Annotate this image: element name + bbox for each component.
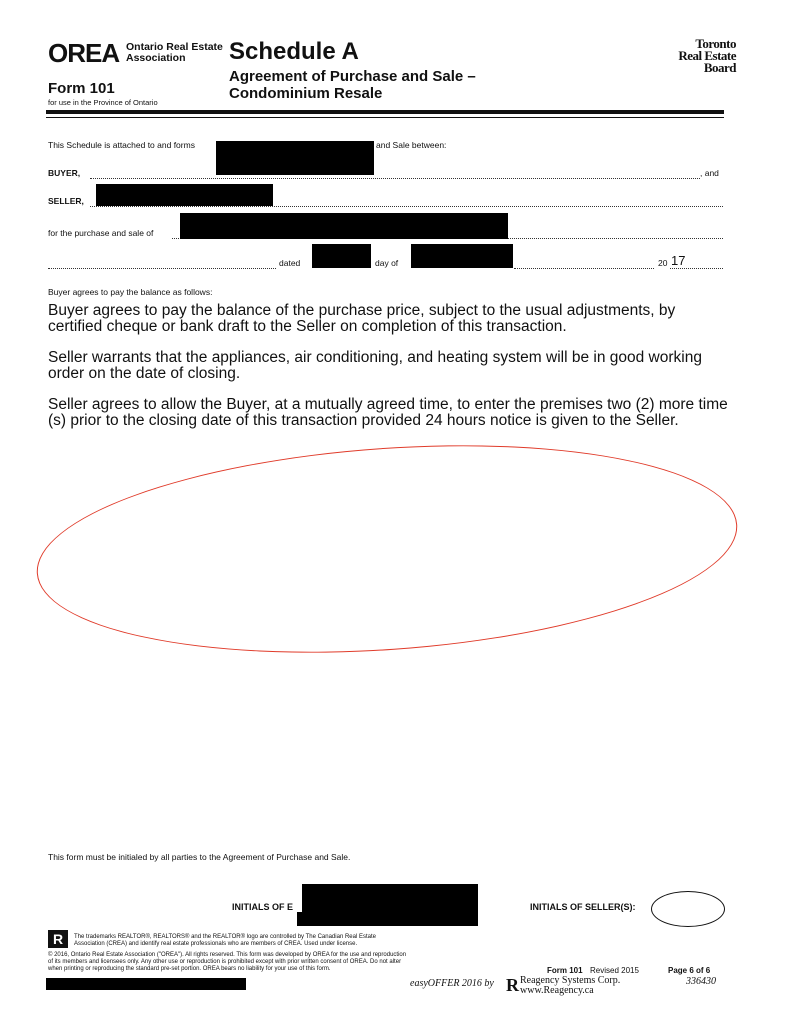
schedule-title: Schedule A <box>229 38 359 65</box>
form-number: Form 101 <box>48 80 115 97</box>
file-number: 336430 <box>686 976 716 987</box>
orea-org-name <box>126 42 226 64</box>
buyer-field[interactable] <box>90 177 700 179</box>
redaction-box <box>411 244 513 268</box>
clause-warranty: Seller warrants that the appliances, air conditioning, and heating system will be in good working order on the date of closing. <box>48 349 702 382</box>
easyoffer-credit: easyOFFER 2016 by <box>410 978 494 989</box>
reagency-credit <box>520 976 620 996</box>
clause-access: Seller agrees to allow the Buyer, at a mutually agreed time, to enter the premises two (2) more time (s) prior to the closing date of this transaction provided 24 hours notice is given to the Seller. <box>48 396 728 429</box>
legal-line-3: © 2016, Ontario Real Estate Association ("OREA"). All rights reserved. This form was developed by OREA for the use and reproduction <box>48 952 407 958</box>
orea-logo: OREA <box>48 38 120 68</box>
reagency-url[interactable]: www.Reagency.ca <box>520 985 594 996</box>
schedule-subtitle <box>229 68 549 102</box>
annotation-ellipse <box>30 424 744 674</box>
board-line-1: Toronto <box>695 36 736 51</box>
board-line-2: Real Estate <box>678 48 736 63</box>
org-line-2: Association <box>126 52 186 64</box>
form-usage: for use in the Province of Ontario <box>48 98 158 107</box>
dated-label: dated <box>279 258 301 268</box>
dated-lead-field[interactable] <box>48 267 276 269</box>
reagency-r-icon: R <box>506 975 519 995</box>
initial-note: This form must be initialed by all parties to the Agreement of Purchase and Sale. <box>48 852 351 862</box>
buyer-label: BUYER, <box>48 168 81 178</box>
subtitle-line-1: Agreement of Purchase and Sale – <box>229 68 476 85</box>
footer-page-number: Page 6 of 6 <box>668 966 711 975</box>
legal-line-4: of its members and licensees only. Any other use or reproduction is prohibited except with prior written consent of OREA. Do not alter <box>48 959 402 965</box>
balance-label: Buyer agrees to pay the balance as follows: <box>48 287 213 297</box>
board-logo <box>640 38 736 74</box>
footer-form-number: Form 101 <box>547 966 583 975</box>
org-line-1: Ontario Real Estate <box>126 41 223 53</box>
legal-line-2: Association (CREA) and identify real estate professionals who are members of CREA. Used under license. <box>74 941 358 947</box>
attached-text-prefix: This Schedule is attached to and forms <box>48 140 195 150</box>
and-text: , and <box>700 168 719 178</box>
redaction-box <box>302 884 478 926</box>
reagency-name: Reagency Systems Corp. <box>520 975 621 986</box>
month-field[interactable] <box>514 267 654 269</box>
initials-buyer-label: INITIALS OF E <box>232 902 294 912</box>
year-value[interactable]: 17 <box>671 253 686 268</box>
board-line-3: Board <box>703 60 736 75</box>
seller-label: SELLER, <box>48 196 84 206</box>
header-rule-thick <box>46 110 724 114</box>
footer-revised: Revised 2015 <box>590 966 639 975</box>
year-prefix: 20 <box>658 258 668 268</box>
clause-payment: Buyer agrees to pay the balance of the purchase price, subject to the usual adjustments, by certified cheque or bank draft to the Seller on completion of this transaction. <box>48 302 676 335</box>
subtitle-line-2: Condominium Resale <box>229 85 383 102</box>
legal-line-5: when printing or reproducing the standard pre-set portion. OREA bears no liability for your use of this form. <box>48 966 331 972</box>
redaction-box <box>216 141 374 175</box>
day-of-label: day of <box>375 258 399 268</box>
redaction-box <box>312 244 371 268</box>
year-field[interactable] <box>670 267 723 269</box>
purchase-label: for the purchase and sale of <box>48 228 154 238</box>
seller-initials-oval[interactable] <box>651 891 725 927</box>
redaction-box <box>297 912 307 926</box>
redaction-box <box>96 184 273 206</box>
header-rule-thin <box>46 117 724 118</box>
attached-text-suffix: and Sale between: <box>376 140 447 150</box>
redaction-box <box>46 978 246 990</box>
realtor-logo-icon: R <box>48 930 68 948</box>
legal-line-1: The trademarks REALTOR®, REALTORS® and the REALTOR® logo are controlled by The Canadian Real Estate <box>74 934 376 940</box>
initials-seller-label: INITIALS OF SELLER(S): <box>530 902 636 912</box>
redaction-box <box>180 213 508 239</box>
